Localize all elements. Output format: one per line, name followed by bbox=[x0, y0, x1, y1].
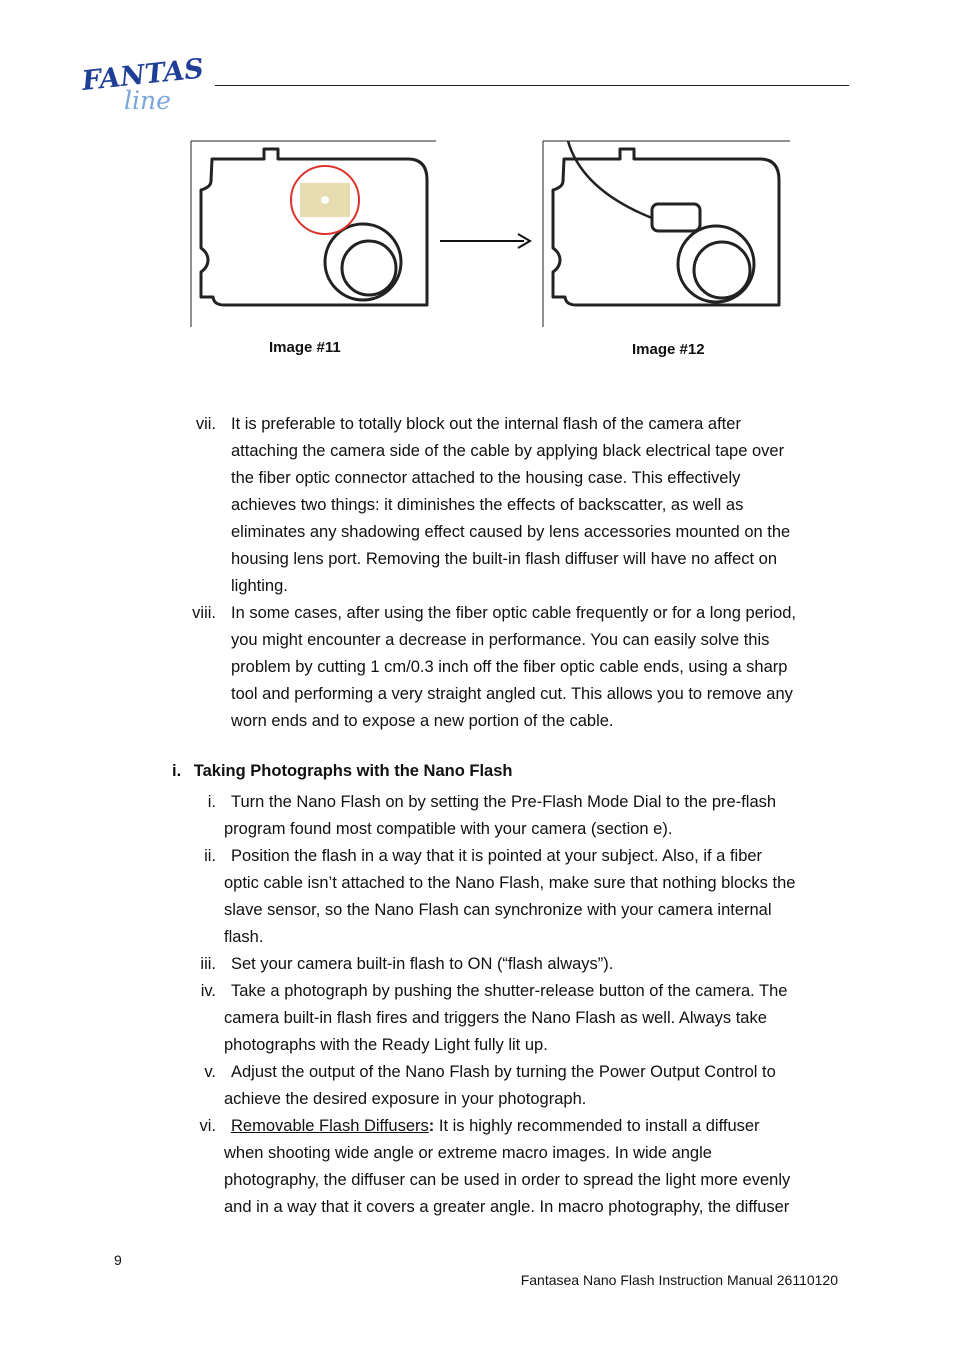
text-run: It is highly recommended to install a diffuser bbox=[434, 1117, 760, 1135]
text-line: flash. bbox=[224, 928, 264, 946]
text-line: photographs with the Ready Light fully lit up. bbox=[224, 1036, 548, 1054]
text-line: achieves two things: it diminishes the effects of backscatter, as well as bbox=[231, 496, 744, 514]
text-line bbox=[224, 1113, 854, 1140]
figure-11-camera-housing bbox=[190, 140, 438, 328]
list-marker: i. bbox=[207, 793, 216, 811]
list-marker: iii. bbox=[200, 955, 216, 973]
text-line: photography, the diffuser can be used in order to spread the light more evenly bbox=[224, 1171, 791, 1189]
section-title: Taking Photographs with the Nano Flash bbox=[193, 762, 513, 780]
text-line: program found most compatible with your camera (section e). bbox=[224, 820, 673, 838]
diffusers-term: Removable Flash Diffusers bbox=[231, 1117, 429, 1135]
section-heading bbox=[172, 762, 512, 781]
text-line: tool and performing a very straight angled cut. This allows you to remove any bbox=[231, 685, 793, 703]
footer-manual-title: Fantasea Nano Flash Instruction Manual 26110120 bbox=[520, 1272, 838, 1288]
list-marker: ii. bbox=[204, 847, 216, 865]
text-line: lighting. bbox=[231, 577, 288, 595]
header-rule bbox=[215, 85, 849, 86]
text-line: eliminates any shadowing effect caused by lens accessories mounted on the bbox=[231, 523, 791, 541]
figure-12-camera-housing bbox=[542, 140, 792, 328]
text-line: problem by cutting 1 cm/0.3 inch off the fiber optic cable ends, using a sharp bbox=[231, 658, 788, 676]
text-line: achieve the desired exposure in your photograph. bbox=[224, 1090, 587, 1108]
list-marker: v. bbox=[204, 1063, 216, 1081]
text-line: you might encounter a decrease in performance. You can easily solve this bbox=[231, 631, 770, 649]
text-line: It is preferable to totally block out the internal flash of the camera after bbox=[231, 415, 741, 433]
text-line: attaching the camera side of the cable by applying black electrical tape over bbox=[231, 442, 785, 460]
text-line: worn ends and to expose a new portion of the cable. bbox=[231, 712, 614, 730]
text-line: In some cases, after using the fiber optic cable frequently or for a long period, bbox=[231, 604, 796, 622]
text-line: camera built-in flash fires and triggers the Nano Flash as well. Always take bbox=[224, 1009, 767, 1027]
text-line: slave sensor, so the Nano Flash can synchronize with your camera internal bbox=[224, 901, 772, 919]
text-line: Set your camera built-in flash to ON (“flash always”). bbox=[231, 955, 614, 973]
list-marker: viii. bbox=[192, 604, 216, 622]
section-marker: i. bbox=[172, 762, 182, 780]
list-marker: vii. bbox=[195, 415, 216, 433]
arrow-right-icon bbox=[438, 230, 534, 252]
logo-word: FANTASEA bbox=[80, 49, 204, 97]
figure-11-caption: Image #11 bbox=[269, 339, 341, 356]
text-line: the fiber optic connector attached to the housing case. This effectively bbox=[231, 469, 741, 487]
text-line: housing lens port. Removing the built-in flash diffuser will have no affect on bbox=[231, 550, 778, 568]
text-line: when shooting wide angle or extreme macro images. In wide angle bbox=[224, 1144, 712, 1162]
logo-subword: line bbox=[124, 86, 171, 114]
text-line: Turn the Nano Flash on by setting the Pre-Flash Mode Dial to the pre-flash bbox=[231, 793, 777, 811]
text-line: Position the flash in a way that it is pointed at your subject. Also, if a fiber bbox=[231, 847, 763, 865]
list-marker: iv. bbox=[200, 982, 216, 1000]
brand-logo bbox=[80, 48, 204, 114]
term-colon: : bbox=[428, 1117, 435, 1135]
text-line: optic cable isn’t attached to the Nano Flash, make sure that nothing blocks the bbox=[224, 874, 796, 892]
list-marker: vi. bbox=[199, 1117, 216, 1135]
page-number: 9 bbox=[114, 1252, 122, 1268]
text-line: and in a way that it covers a greater angle. In macro photography, the diffuser bbox=[224, 1198, 790, 1216]
text-line: Take a photograph by pushing the shutter-release button of the camera. The bbox=[231, 982, 788, 1000]
figure-12-caption: Image #12 bbox=[632, 341, 705, 358]
text-line: Adjust the output of the Nano Flash by turning the Power Output Control to bbox=[231, 1063, 776, 1081]
